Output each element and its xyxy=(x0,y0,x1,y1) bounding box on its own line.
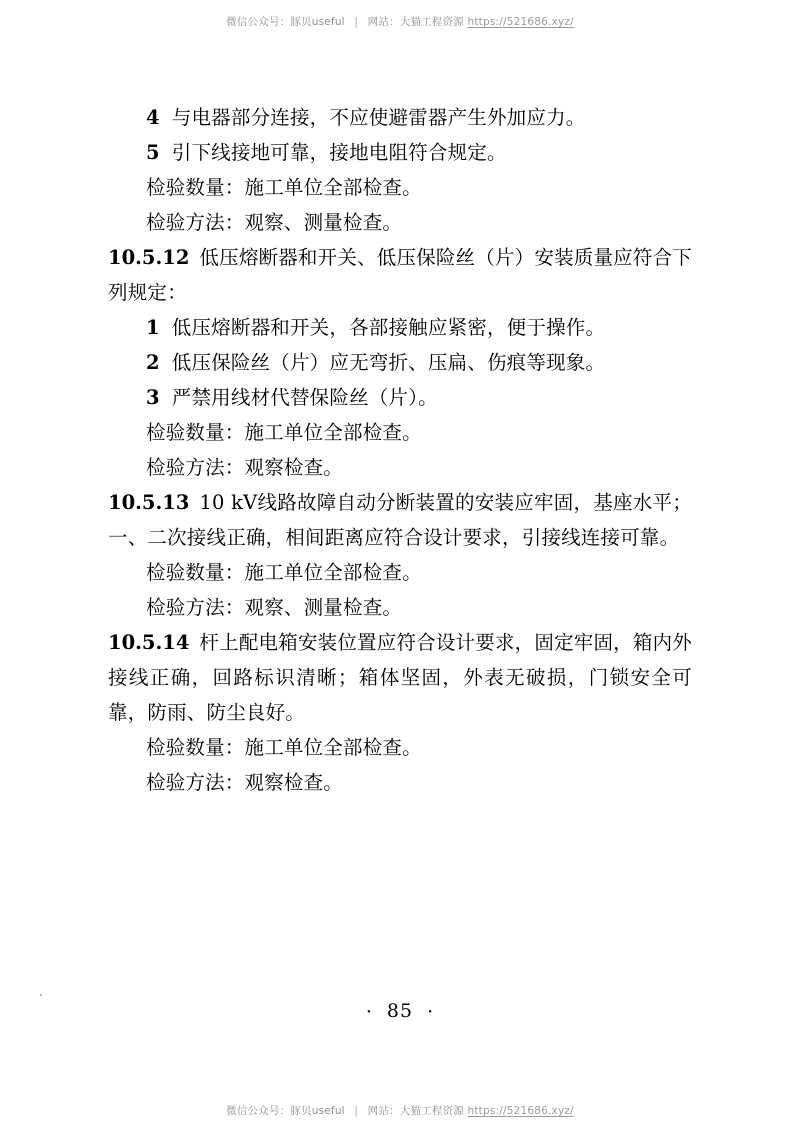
list-item-text: 引下线接地可靠，接地电阻符合规定。 xyxy=(171,141,507,164)
list-item xyxy=(108,345,692,380)
clause-text: 10 kV线路故障自动分断装置的安装应牢固，基座水平；一、二次接线正确，相间距离应符合设计要求，引接线连接可靠。 xyxy=(108,491,692,549)
clause-text: 低压熔断器和开关、低压保险丝（片）安装质量应符合下列规定： xyxy=(108,246,692,304)
watermark-top-site: 网站：大猫工程资源 xyxy=(367,16,464,28)
inspection-quantity-note: 检验数量：施工单位全部检查。 xyxy=(146,421,422,444)
list-item-number: 5 xyxy=(146,141,160,164)
watermark-top-url: https://521686.xyz/ xyxy=(467,16,574,28)
watermark-bottom-site: 网站：大猫工程资源 xyxy=(367,1105,464,1117)
watermark-bottom xyxy=(0,1103,800,1118)
inspection-quantity-note: 检验数量：施工单位全部检查。 xyxy=(146,736,422,759)
list-item-text: 低压保险丝（片）应无弯折、压扁、伤痕等现象。 xyxy=(171,351,606,374)
list-item-number: 3 xyxy=(146,386,160,409)
inspection-method-note: 检验方法：观察检查。 xyxy=(146,771,344,794)
list-item xyxy=(108,135,692,170)
watermark-bottom-separator: | xyxy=(354,1105,359,1117)
list-item xyxy=(108,380,692,415)
list-item-text: 严禁用线材代替保险丝（片）。 xyxy=(171,386,438,409)
watermark-bottom-account: 微信公众号：豚贝useful xyxy=(226,1105,345,1117)
clause-10-5-14 xyxy=(108,625,692,730)
inspection-method-note: 检验方法：观察检查。 xyxy=(146,456,344,479)
list-item-text: 与电器部分连接，不应使避雷器产生外加应力。 xyxy=(171,106,586,129)
clause-10-5-12 xyxy=(108,240,692,310)
list-item-number: 4 xyxy=(146,106,160,129)
inspection-method-note: 检验方法：观察、测量检查。 xyxy=(146,596,403,619)
folio-number: 85 xyxy=(386,1000,414,1022)
page-content xyxy=(108,100,692,800)
inspection-quantity-note: 检验数量：施工单位全部检查。 xyxy=(146,561,422,584)
clause-number: 10.5.13 xyxy=(108,491,190,514)
folio-left-dot: · xyxy=(365,1001,373,1023)
clause-10-5-13 xyxy=(108,485,692,555)
watermark-top-separator: | xyxy=(354,16,359,28)
clause-text: 杆上配电箱安装位置应符合设计要求，固定牢固，箱内外接线正确，回路标识清晰；箱体坚固，外表无破损，门锁安全可靠，防雨、防尘良好。 xyxy=(108,631,692,724)
watermark-top xyxy=(0,14,800,29)
inspection-quantity-note: 检验数量：施工单位全部检查。 xyxy=(146,176,422,199)
list-item-text: 低压熔断器和开关，各部接触应紧密，便于操作。 xyxy=(171,316,606,339)
clause-number: 10.5.14 xyxy=(108,631,190,654)
inspection-method-note: 检验方法：观察、测量检查。 xyxy=(146,211,403,234)
page-speck xyxy=(40,994,42,996)
watermark-top-account: 微信公众号：豚贝useful xyxy=(226,16,345,28)
folio-right-dot: · xyxy=(427,1001,435,1023)
watermark-bottom-url: https://521686.xyz/ xyxy=(467,1105,574,1117)
list-item xyxy=(108,100,692,135)
list-item-number: 2 xyxy=(146,351,160,374)
page-number-footer xyxy=(0,1000,800,1023)
clause-number: 10.5.12 xyxy=(108,246,190,269)
list-item xyxy=(108,310,692,345)
list-item-number: 1 xyxy=(146,316,160,339)
